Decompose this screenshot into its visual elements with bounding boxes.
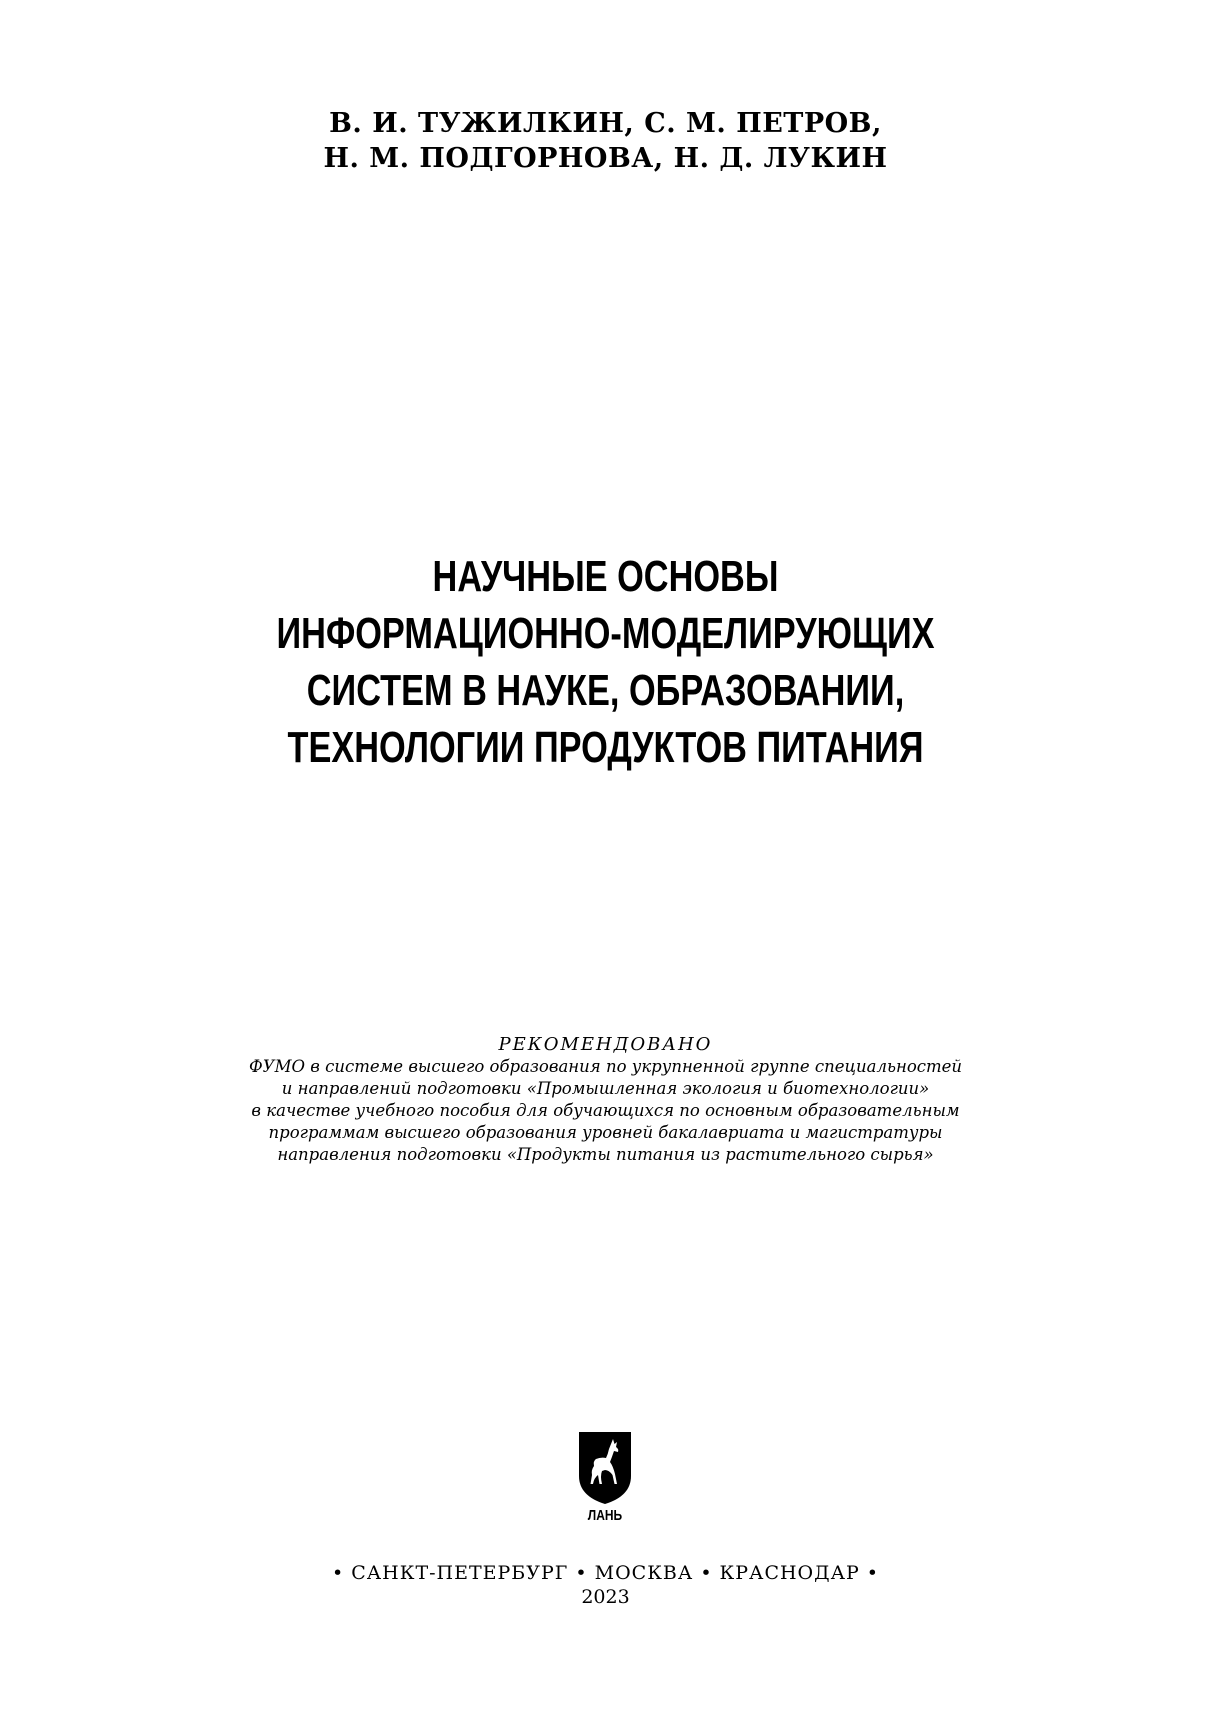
recommendation-block [0, 1033, 1211, 1166]
recommendation-heading: РЕКОМЕНДОВАНО [498, 1034, 713, 1055]
authors-block [0, 106, 1211, 176]
book-title [0, 548, 1211, 776]
recommendation-line-2: и направлений подготовки «Промышленная экология и биотехнологии» [281, 1079, 930, 1098]
recommendation-line-1: ФУМО в системе высшего образования по укрупненной группе специальностей [248, 1057, 963, 1076]
svg-text:ЛАНЬ: ЛАНЬ [587, 1506, 623, 1522]
publisher-cities: • САНКТ-ПЕТЕРБУРГ • МОСКВА • КРАСНОДАР • [332, 1562, 879, 1584]
title-line-2: ИНФОРМАЦИОННО-МОДЕЛИРУЮЩИХ [276, 609, 935, 658]
authors-line-2: Н. М. ПОДГОРНОВА, Н. Д. ЛУКИН [323, 143, 888, 174]
title-line-3: СИСТЕМ В НАУКЕ, ОБРАЗОВАНИИ, [306, 666, 905, 715]
recommendation-line-3: в качестве учебного пособия для обучающихся по основным образовательным [251, 1101, 960, 1120]
publication-year: 2023 [581, 1586, 630, 1608]
doe-emblem-icon [575, 1430, 635, 1522]
authors-line-1: В. И. ТУЖИЛКИН, С. М. ПЕТРОВ, [329, 108, 882, 139]
publisher-logo [575, 1430, 635, 1522]
recommendation-line-5: направления подготовки «Продукты питания из растительного сырья» [277, 1145, 934, 1164]
title-line-4: ТЕХНОЛОГИИ ПРОДУКТОВ ПИТАНИЯ [287, 723, 924, 772]
title-line-1: НАУЧНЫЕ ОСНОВЫ [432, 552, 779, 601]
recommendation-line-4: программам высшего образования уровней бакалавриата и магистратуры [268, 1123, 943, 1142]
